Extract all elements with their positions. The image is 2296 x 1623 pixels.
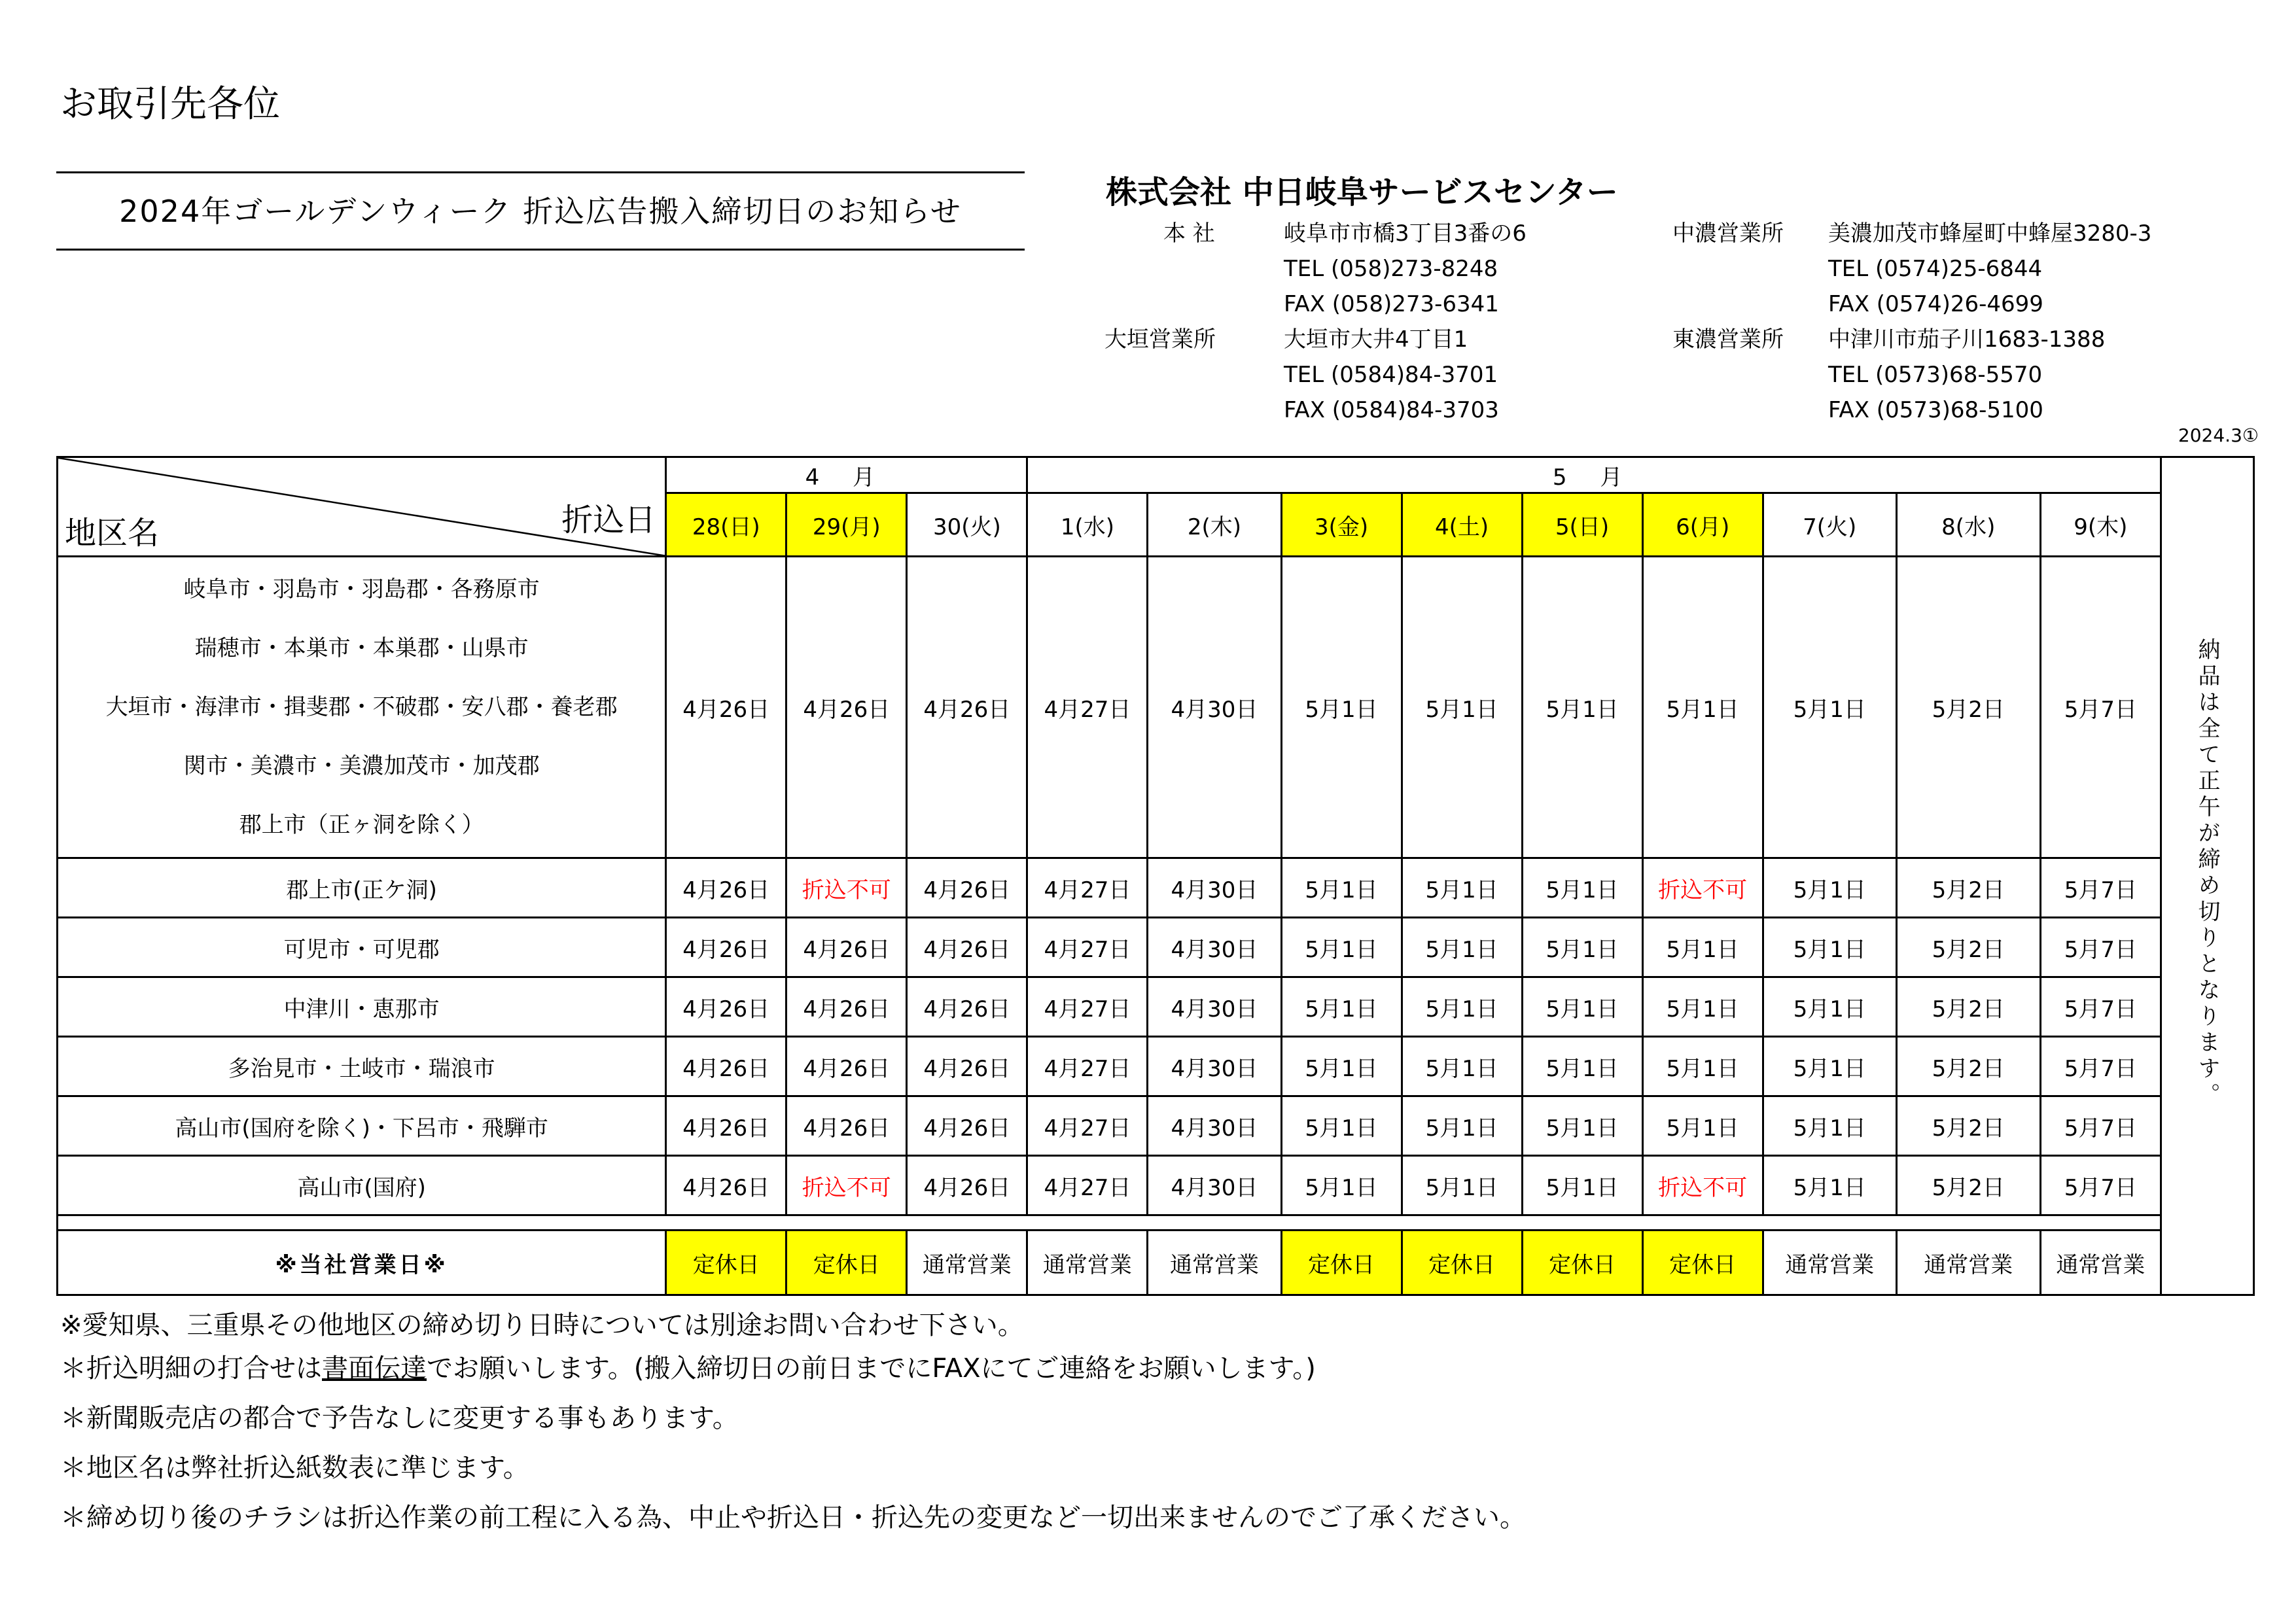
- deadline-cell: 4月27日: [1027, 1156, 1148, 1215]
- deadline-cell: 5月1日: [1522, 557, 1642, 858]
- note-line: [60, 1344, 1526, 1393]
- note-text: でお願いします。(搬入締切日の前日までにFAXにてご連絡をお願いします。): [427, 1353, 1316, 1384]
- deadline-cell: 5月1日: [1642, 1096, 1763, 1156]
- date-header-cell: 5(日): [1522, 493, 1642, 557]
- deadline-cell: 折込不可: [1642, 1156, 1763, 1215]
- deadline-cell: 5月1日: [1763, 1156, 1896, 1215]
- deadline-cell: 5月1日: [1522, 1096, 1642, 1156]
- note-line: ＊締め切り後のチラシは折込作業の前工程に入る為、中止や折込日・折込先の変更など一切出来ませんのでご了承ください。: [60, 1503, 1526, 1533]
- table-row: [58, 557, 2254, 858]
- business-day-cell: 定休日: [666, 1230, 786, 1295]
- deadline-cell: 5月1日: [1281, 557, 1402, 858]
- date-header-cell: 3(金): [1281, 493, 1402, 557]
- deadline-cell: 4月27日: [1027, 977, 1148, 1037]
- office-name: 東濃営業所: [1672, 326, 1784, 353]
- date-header-cell: 30(火): [907, 493, 1027, 557]
- deadline-cell: 4月26日: [907, 557, 1027, 858]
- area-name: 岐阜市・羽島市・羽島郡・各務原市: [183, 576, 540, 602]
- deadline-cell: 4月26日: [907, 858, 1027, 918]
- area-name: 中津川・恵那市: [58, 977, 666, 1037]
- deadline-cell: 4月26日: [786, 977, 907, 1037]
- deadline-cell: 5月2日: [1896, 1037, 2040, 1096]
- deadline-cell: 4月26日: [666, 557, 786, 858]
- table-row: [58, 918, 2254, 977]
- area-name: 高山市(国府を除く)・下呂市・飛騨市: [58, 1096, 666, 1156]
- company-name: 株式会社 中日岐阜サービスセンター: [1106, 174, 1618, 211]
- business-days-label: ※当社営業日※: [58, 1230, 666, 1295]
- office-name: 本 社: [1163, 220, 1215, 247]
- notes: [60, 1307, 1526, 1543]
- note-line: ＊地区名は弊社折込紙数表に準じます。: [60, 1453, 529, 1483]
- office-name: 大垣営業所: [1104, 326, 1216, 353]
- office-fax: FAX (0584)84-3703: [1284, 397, 1499, 423]
- deadline-cell: 5月1日: [1763, 557, 1896, 858]
- note-text: ＊折込明細の打合せは: [60, 1353, 322, 1384]
- deadline-cell: 5月7日: [2040, 1037, 2161, 1096]
- office-tel: TEL (0584)84-3701: [1284, 362, 1498, 388]
- deadline-cell: 5月1日: [1402, 557, 1522, 858]
- deadline-cell: 5月1日: [1522, 1037, 1642, 1096]
- deadline-cell: 5月1日: [1522, 858, 1642, 918]
- note-line: ＊新聞販売店の都合で予告なしに変更する事もあります。: [60, 1403, 739, 1433]
- deadline-cell: 5月1日: [1281, 1096, 1402, 1156]
- document-title: 2024年ゴールデンウィーク 折込広告搬入締切日のお知らせ: [119, 194, 962, 229]
- office-address: 中津川市茄子川1683-1388: [1828, 326, 2106, 353]
- date-header-cell: 4(土): [1402, 493, 1522, 557]
- business-day-cell: 定休日: [1281, 1230, 1402, 1295]
- business-day-cell: 通常営業: [1896, 1230, 2040, 1295]
- office-name: 中濃営業所: [1672, 220, 1784, 247]
- date-header-cell: 9(木): [2040, 493, 2161, 557]
- deadline-cell: 5月1日: [1522, 1156, 1642, 1215]
- deadline-cell: 5月2日: [1896, 858, 2040, 918]
- deadline-cell: 4月26日: [666, 1037, 786, 1096]
- deadline-cell: 4月26日: [907, 1156, 1027, 1215]
- deadline-cell: 5月7日: [2040, 918, 2161, 977]
- area-name: 高山市(国府): [58, 1156, 666, 1215]
- deadline-cell: 5月1日: [1642, 918, 1763, 977]
- table-row: [58, 1156, 2254, 1215]
- deadline-cell: 5月1日: [1402, 977, 1522, 1037]
- business-day-cell: 通常営業: [1027, 1230, 1148, 1295]
- schedule-table: [56, 456, 2255, 1296]
- deadline-cell: 5月1日: [1281, 1156, 1402, 1215]
- deadline-cell: 4月27日: [1027, 918, 1148, 977]
- document-code: 2024.3①: [2178, 425, 2259, 446]
- date-header-cell: 6(月): [1642, 493, 1763, 557]
- deadline-cell: 4月26日: [786, 557, 907, 858]
- deadline-cell: 4月30日: [1148, 977, 1281, 1037]
- deadline-cell: 5月2日: [1896, 977, 2040, 1037]
- area-name: 多治見市・土岐市・瑞浪市: [58, 1037, 666, 1096]
- office-fax: FAX (058)273-6341: [1284, 291, 1499, 317]
- deadline-cell: 5月2日: [1896, 918, 2040, 977]
- deadline-cell: 折込不可: [786, 1156, 907, 1215]
- date-header-cell: 28(日): [666, 493, 786, 557]
- deadline-cell: 4月26日: [907, 918, 1027, 977]
- table-row: [58, 1037, 2254, 1096]
- side-note-cell: [2161, 457, 2253, 1295]
- side-note: 納品は全て正午が締め切りとなります。: [2193, 637, 2220, 1109]
- deadline-cell: 4月27日: [1027, 1096, 1148, 1156]
- table-row: [58, 977, 2254, 1037]
- business-day-cell: 定休日: [786, 1230, 907, 1295]
- date-header-cell: 2(木): [1148, 493, 1281, 557]
- fold-date-label: 折込日: [561, 502, 656, 538]
- greeting: お取引先各位: [60, 83, 280, 126]
- deadline-cell: 4月27日: [1027, 557, 1148, 858]
- deadline-cell: 5月7日: [2040, 1156, 2161, 1215]
- date-header-cell: 1(水): [1027, 493, 1148, 557]
- date-header-cell: 8(水): [1896, 493, 2040, 557]
- office-address: 美濃加茂市蜂屋町中蜂屋3280-3: [1828, 220, 2152, 247]
- deadline-cell: 5月1日: [1642, 557, 1763, 858]
- deadline-cell: 5月7日: [2040, 977, 2161, 1037]
- business-days-row: [58, 1230, 2254, 1295]
- deadline-cell: 5月1日: [1522, 918, 1642, 977]
- business-day-cell: 通常営業: [1148, 1230, 1281, 1295]
- deadline-cell: 5月7日: [2040, 1096, 2161, 1156]
- date-header-cell: 29(月): [786, 493, 907, 557]
- business-day-cell: 定休日: [1642, 1230, 1763, 1295]
- deadline-cell: 5月1日: [1281, 858, 1402, 918]
- office-fax: FAX (0573)68-5100: [1828, 397, 2043, 423]
- deadline-cell: 折込不可: [1642, 858, 1763, 918]
- business-day-cell: 定休日: [1402, 1230, 1522, 1295]
- office-address: 岐阜市市橋3丁目3番の6: [1284, 220, 1527, 247]
- deadline-cell: 4月27日: [1027, 858, 1148, 918]
- deadline-cell: 5月1日: [1402, 1156, 1522, 1215]
- office-tel: TEL (0573)68-5570: [1828, 362, 2043, 388]
- office-tel: TEL (0574)25-6844: [1828, 256, 2043, 282]
- office-fax: FAX (0574)26-4699: [1828, 291, 2043, 317]
- deadline-cell: 5月1日: [1281, 918, 1402, 977]
- deadline-cell: 5月1日: [1402, 1096, 1522, 1156]
- deadline-cell: 4月30日: [1148, 1096, 1281, 1156]
- deadline-cell: 4月26日: [786, 918, 907, 977]
- deadline-cell: 4月26日: [907, 977, 1027, 1037]
- area-name: 郡上市（正ヶ洞を除く）: [239, 812, 484, 838]
- note-underlined-text: 書面伝達: [322, 1353, 427, 1384]
- deadline-cell: 5月1日: [1522, 977, 1642, 1037]
- deadline-cell: 5月1日: [1402, 1037, 1522, 1096]
- deadline-cell: 5月1日: [1763, 1096, 1896, 1156]
- deadline-cell: 5月1日: [1763, 918, 1896, 977]
- deadline-cell: 折込不可: [786, 858, 907, 918]
- deadline-cell: 4月26日: [666, 918, 786, 977]
- table-row: [58, 858, 2254, 918]
- area-name-label: 地区名: [65, 515, 160, 551]
- deadline-cell: 4月26日: [907, 1037, 1027, 1096]
- deadline-cell: 5月1日: [1642, 977, 1763, 1037]
- spacer-row: [58, 1215, 2254, 1230]
- deadline-cell: 4月30日: [1148, 557, 1281, 858]
- deadline-cell: 4月26日: [666, 1156, 786, 1215]
- office-tel: TEL (058)273-8248: [1284, 256, 1498, 282]
- area-name: 郡上市(正ケ洞): [58, 858, 666, 918]
- deadline-cell: 5月1日: [1763, 1037, 1896, 1096]
- deadline-cell: 5月1日: [1402, 918, 1522, 977]
- business-day-cell: 通常営業: [2040, 1230, 2161, 1295]
- business-day-cell: 定休日: [1522, 1230, 1642, 1295]
- month-may: 5 月: [1027, 457, 2161, 493]
- corner-header-cell: [58, 457, 666, 557]
- area-name: 大垣市・海津市・揖斐郡・不破郡・安八郡・養老郡: [105, 694, 618, 720]
- deadline-cell: 5月1日: [1402, 858, 1522, 918]
- business-day-cell: 通常営業: [907, 1230, 1027, 1295]
- area-name: 瑞穂市・本巣市・本巣郡・山県市: [194, 635, 529, 661]
- table-row: [58, 1096, 2254, 1156]
- deadline-cell: 5月1日: [1763, 858, 1896, 918]
- deadline-cell: 4月26日: [786, 1096, 907, 1156]
- deadline-cell: 4月27日: [1027, 1037, 1148, 1096]
- deadline-cell: 4月26日: [907, 1096, 1027, 1156]
- business-day-cell: 通常営業: [1763, 1230, 1896, 1295]
- deadline-cell: 5月2日: [1896, 1096, 2040, 1156]
- deadline-cell: 5月1日: [1281, 1037, 1402, 1096]
- office-address: 大垣市大井4丁目1: [1284, 326, 1468, 353]
- deadline-cell: 5月1日: [1281, 977, 1402, 1037]
- deadline-cell: 5月1日: [1642, 1037, 1763, 1096]
- area-name: 関市・美濃市・美濃加茂市・加茂郡: [183, 753, 540, 779]
- deadline-cell: 4月26日: [786, 1037, 907, 1096]
- spacer-cell: [58, 1215, 2161, 1230]
- deadline-cell: 5月7日: [2040, 858, 2161, 918]
- month-april: 4 月: [666, 457, 1027, 493]
- area-name: 可児市・可児郡: [58, 918, 666, 977]
- title-bottom-rule: [56, 249, 1025, 251]
- deadline-cell: 4月26日: [666, 858, 786, 918]
- deadline-cell: 4月30日: [1148, 918, 1281, 977]
- date-header-cell: 7(火): [1763, 493, 1896, 557]
- deadline-cell: 5月7日: [2040, 557, 2161, 858]
- deadline-cell: 5月1日: [1763, 977, 1896, 1037]
- deadline-cell: 5月2日: [1896, 1156, 2040, 1215]
- deadline-cell: 4月30日: [1148, 858, 1281, 918]
- deadline-cell: 5月2日: [1896, 557, 2040, 858]
- deadline-cell: 4月26日: [666, 1096, 786, 1156]
- deadline-cell: 4月30日: [1148, 1037, 1281, 1096]
- note-line: ※愛知県、三重県その他地区の締め切り日時については別途お問い合わせ下さい。: [60, 1310, 1024, 1340]
- deadline-cell: 4月30日: [1148, 1156, 1281, 1215]
- area-group-cell: [58, 557, 666, 858]
- deadline-cell: 4月26日: [666, 977, 786, 1037]
